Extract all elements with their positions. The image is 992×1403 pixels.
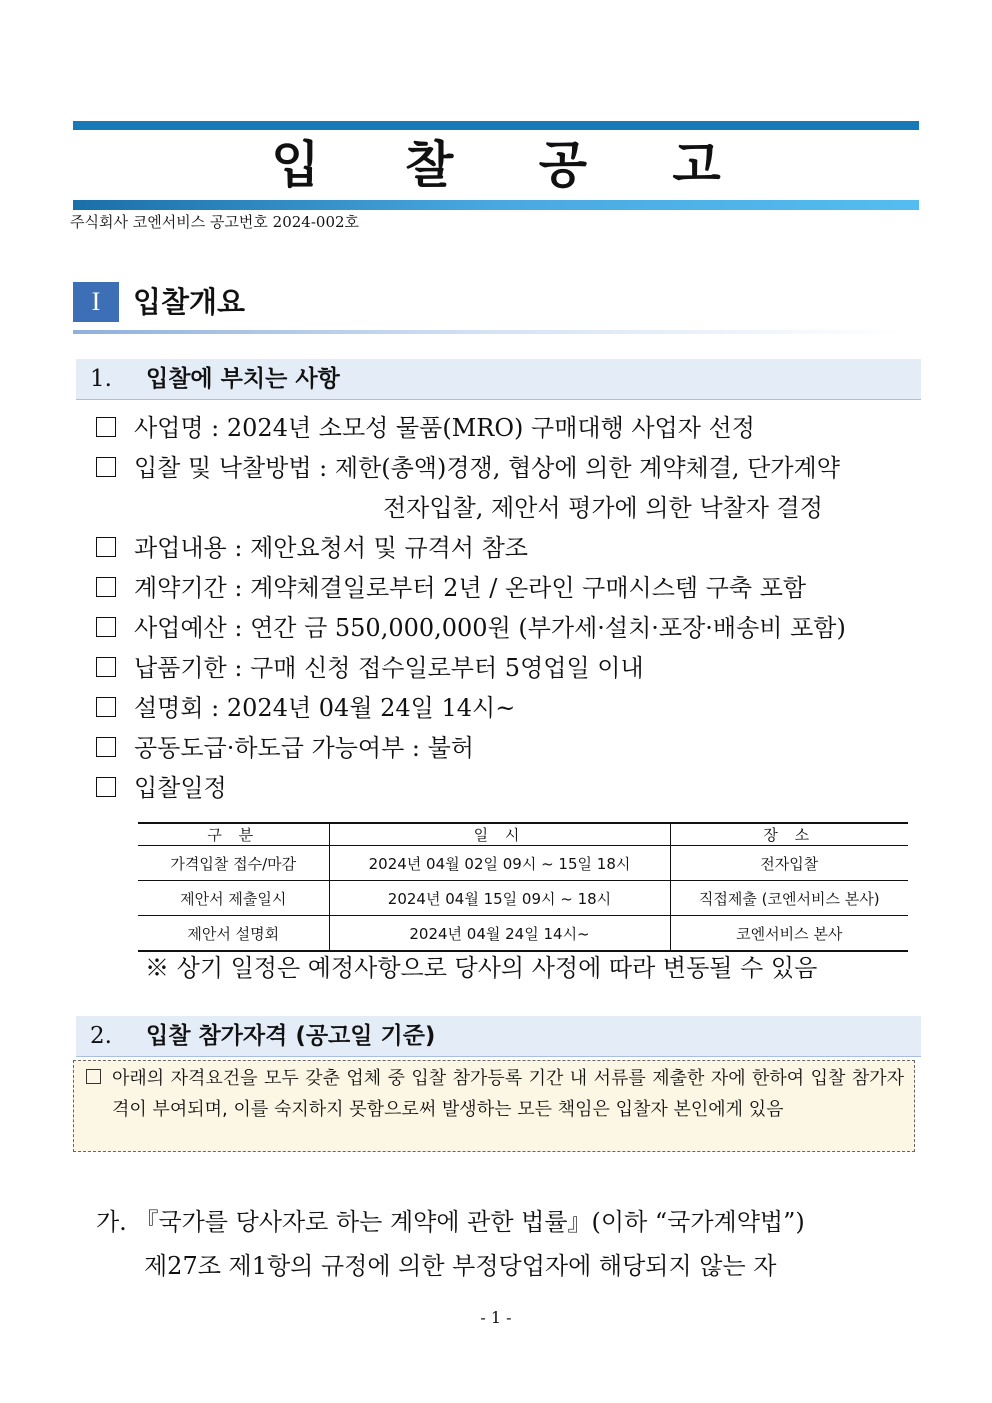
table-cell: 제안서 제출일시 <box>138 881 329 916</box>
page-title: 입 찰 공 고 <box>271 136 755 194</box>
table-header-cell: 구 분 <box>138 823 329 846</box>
subsection-title: 입찰에 부치는 사항 <box>146 366 340 392</box>
table-cell: 가격입찰 접수/마감 <box>138 846 329 881</box>
subsection-header-2 <box>76 1016 921 1057</box>
list-item: 과업내용 : 제안요청서 및 규격서 참조 <box>96 528 528 568</box>
qualification-text: 아래의 자격요건을 모두 갖춘 업체 중 입찰 참가등록 기간 내 서류를 제출한 자에 한하여 입찰 참가자격이 부여되며, 이를 숙지하지 못함으로써 발생하는 모든 책임은 입찰자 본인에게 있음 <box>112 1068 904 1120</box>
subsection-header-1 <box>76 359 921 400</box>
table-header-row <box>138 823 908 846</box>
list-item: 계약기간 : 계약체결일로부터 2년 / 온라인 구매시스템 구축 포함 <box>96 568 806 608</box>
table-row <box>138 916 908 952</box>
schedule-table <box>138 822 908 952</box>
table-cell: 제안서 설명회 <box>138 916 329 952</box>
checkbox-square-icon <box>96 697 116 717</box>
table-header-cell: 일 시 <box>329 823 670 846</box>
list-item: 공동도급·하도급 가능여부 : 불허 <box>96 728 474 768</box>
page-number: - 1 - <box>480 1308 512 1327</box>
list-item: 사업예산 : 연간 금 550,000,000원 (부가세·설치·포장·배송비 포함) <box>96 608 846 648</box>
checkbox-square-icon <box>96 577 116 597</box>
table-cell: 2024년 04월 24일 14시~ <box>329 916 670 952</box>
schedule-note: ※ 상기 일정은 예정사항으로 당사의 사정에 따라 변동될 수 있음 <box>145 954 818 982</box>
section-title: 입찰개요 <box>133 285 246 319</box>
list-item: 입찰 및 낙찰방법 : 제한(총액)경쟁, 협상에 의한 계약체결, 단가계약 <box>96 448 840 488</box>
checkbox-square-icon <box>96 737 116 757</box>
list-item: 납품기한 : 구매 신청 접수일로부터 5영업일 이내 <box>96 648 644 688</box>
subsection-number: 1. <box>90 366 112 392</box>
checkbox-square-icon <box>96 457 116 477</box>
table-cell: 전자입찰 <box>670 846 908 881</box>
checkbox-square-icon <box>96 417 116 437</box>
qualification-item-line: 가. 『국가를 당사자로 하는 계약에 관한 법률』(이하 “국가계약법”) <box>96 1208 805 1236</box>
checkbox-square-icon <box>96 617 116 637</box>
subsection-number: 2. <box>90 1023 112 1049</box>
table-header-cell: 장 소 <box>670 823 908 846</box>
title-top-bar <box>73 121 919 130</box>
checkbox-square-icon <box>96 537 116 557</box>
table-row <box>138 846 908 881</box>
list-item-continuation: 전자입찰, 제안서 평가에 의한 낙찰자 결정 <box>383 494 823 522</box>
table-cell: 2024년 04월 15일 09시 ~ 18시 <box>329 881 670 916</box>
qualification-item-ga <box>96 1200 805 1288</box>
subsection-title: 입찰 참가자격 (공고일 기준) <box>146 1023 436 1049</box>
qualification-notice-box <box>73 1060 915 1152</box>
list-item: 사업명 : 2024년 소모성 물품(MRO) 구매대행 사업자 선정 <box>96 408 755 448</box>
table-cell: 직접제출 (코엔서비스 본사) <box>670 881 908 916</box>
qualification-item-line: 제27조 제1항의 규정에 의한 부정당업자에 해당되지 않는 자 <box>144 1252 777 1280</box>
title-bottom-bar <box>73 200 919 210</box>
checkbox-square-icon <box>86 1069 101 1084</box>
list-item: 설명회 : 2024년 04월 24일 14시~ <box>96 688 515 728</box>
section-underline <box>73 330 903 334</box>
table-row <box>138 881 908 916</box>
section-number-badge: I <box>73 282 119 322</box>
notice-number: 주식회사 코엔서비스 공고번호 2024-002호 <box>70 213 360 231</box>
checkbox-square-icon <box>96 657 116 677</box>
checkbox-square-icon <box>96 777 116 797</box>
table-cell: 2024년 04월 02일 09시 ~ 15일 18시 <box>329 846 670 881</box>
table-cell: 코엔서비스 본사 <box>670 916 908 952</box>
list-item: 입찰일정 <box>96 768 227 808</box>
